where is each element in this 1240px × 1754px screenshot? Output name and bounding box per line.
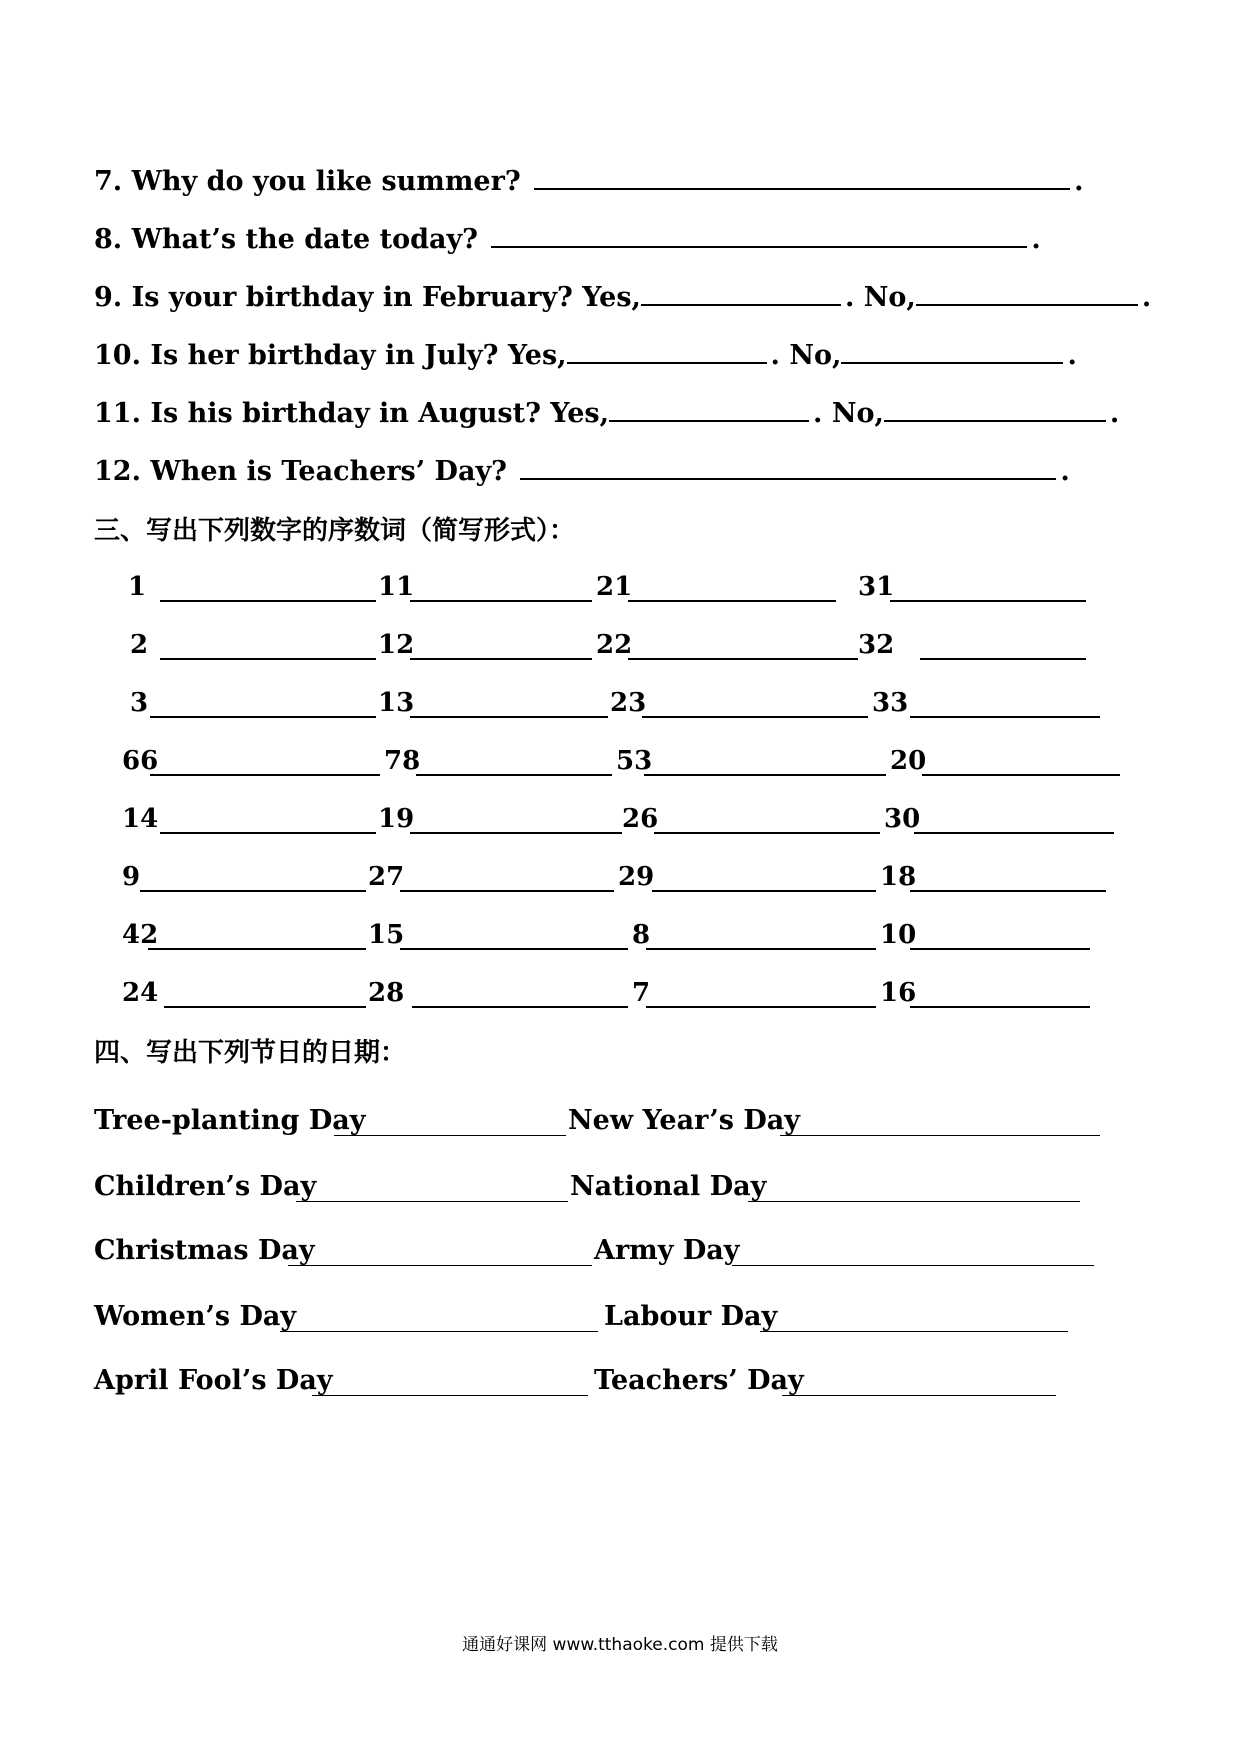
- ordinal-number: 1: [128, 572, 147, 602]
- question-number: 12.: [94, 456, 141, 487]
- ordinal-row: [0, 686, 1240, 726]
- festival-row: [0, 1364, 1240, 1408]
- festival-row: [0, 1234, 1240, 1278]
- question-mid: . No,: [844, 282, 916, 313]
- no-blank[interactable]: [884, 396, 1106, 422]
- ordinal-number: 26: [622, 804, 659, 834]
- question-text: Is her birthday in July? Yes,: [150, 340, 567, 371]
- ordinal-answer-blank[interactable]: [914, 832, 1114, 834]
- festival-name: Women’s Day: [94, 1301, 297, 1332]
- ordinal-number: 33: [872, 688, 909, 718]
- question-8: [94, 222, 1041, 257]
- ordinal-answer-blank[interactable]: [150, 774, 380, 776]
- ordinal-number: 15: [368, 920, 405, 950]
- festival-name: April Fool’s Day: [94, 1365, 333, 1396]
- question-number: 8.: [94, 224, 123, 255]
- question-text: Is his birthday in August? Yes,: [150, 398, 610, 429]
- ordinal-answer-blank[interactable]: [922, 774, 1120, 776]
- question-text: What’s the date today?: [131, 224, 478, 255]
- question-text: Why do you like summer?: [131, 166, 521, 197]
- ordinal-number: 8: [632, 920, 651, 950]
- ordinal-answer-blank[interactable]: [160, 600, 376, 602]
- festival-name: Children’s Day: [94, 1171, 317, 1202]
- ordinal-answer-blank[interactable]: [410, 600, 592, 602]
- ordinal-answer-blank[interactable]: [164, 1006, 366, 1008]
- question-9: [94, 280, 1151, 315]
- no-blank[interactable]: [916, 280, 1138, 306]
- ordinal-number: 30: [884, 804, 921, 834]
- ordinal-answer-blank[interactable]: [920, 658, 1086, 660]
- festival-name: Labour Day: [604, 1301, 778, 1332]
- yes-blank[interactable]: [641, 280, 841, 306]
- ordinal-answer-blank[interactable]: [160, 658, 376, 660]
- question-number: 7.: [94, 166, 123, 197]
- ordinal-answer-blank[interactable]: [628, 600, 836, 602]
- ordinal-number: 11: [378, 572, 415, 602]
- answer-blank[interactable]: [520, 454, 1056, 480]
- ordinal-answer-blank[interactable]: [646, 1006, 876, 1008]
- festival-answer-blank[interactable]: [288, 1265, 592, 1266]
- ordinal-number: 18: [880, 862, 917, 892]
- ordinal-answer-blank[interactable]: [910, 890, 1106, 892]
- festival-name: National Day: [570, 1171, 767, 1202]
- ordinal-row: [0, 860, 1240, 900]
- ordinal-row: [0, 918, 1240, 958]
- ordinal-number: 20: [890, 746, 927, 776]
- ordinal-number: 27: [368, 862, 405, 892]
- ordinal-number: 9: [122, 862, 141, 892]
- question-text: When is Teachers’ Day?: [150, 456, 507, 487]
- ordinal-answer-blank[interactable]: [416, 774, 612, 776]
- ordinal-answer-blank[interactable]: [410, 716, 608, 718]
- festival-row: [0, 1300, 1240, 1344]
- festival-answer-blank[interactable]: [312, 1395, 588, 1396]
- ordinal-number: 22: [596, 630, 633, 660]
- ordinal-answer-blank[interactable]: [910, 716, 1100, 718]
- festival-name: New Year’s Day: [568, 1105, 800, 1136]
- ordinal-number: 24: [122, 978, 159, 1008]
- ordinal-answer-blank[interactable]: [410, 832, 622, 834]
- ordinal-answer-blank[interactable]: [412, 1006, 628, 1008]
- question-mid: . No,: [770, 340, 842, 371]
- section-3-heading: 三、写出下列数字的序数词（简写形式）：: [94, 516, 576, 546]
- question-end: .: [1109, 398, 1120, 429]
- ordinal-answer-blank[interactable]: [644, 774, 886, 776]
- question-end: .: [1141, 282, 1152, 313]
- question-number: 9.: [94, 282, 123, 313]
- question-end: .: [1060, 456, 1070, 487]
- question-end: .: [1074, 166, 1084, 197]
- festival-name: Tree-planting Day: [94, 1105, 366, 1136]
- question-11: [94, 396, 1119, 431]
- ordinal-number: 13: [378, 688, 415, 718]
- question-mid: . No,: [813, 398, 884, 429]
- festival-answer-blank[interactable]: [760, 1331, 1068, 1332]
- festival-answer-blank[interactable]: [780, 1135, 1100, 1136]
- festival-name: Christmas Day: [94, 1235, 315, 1266]
- ordinal-answer-blank[interactable]: [890, 600, 1086, 602]
- festival-answer-blank[interactable]: [782, 1395, 1056, 1396]
- yes-blank[interactable]: [609, 396, 809, 422]
- festival-answer-blank[interactable]: [748, 1201, 1080, 1202]
- ordinal-answer-blank[interactable]: [910, 1006, 1090, 1008]
- ordinal-row: [0, 744, 1240, 784]
- ordinal-number: 10: [880, 920, 917, 950]
- festival-answer-blank[interactable]: [334, 1135, 566, 1136]
- ordinal-number: 23: [610, 688, 647, 718]
- yes-blank[interactable]: [567, 338, 767, 364]
- ordinal-answer-blank[interactable]: [400, 890, 614, 892]
- ordinal-answer-blank[interactable]: [646, 948, 876, 950]
- question-end: .: [1031, 224, 1041, 255]
- ordinal-number: 12: [378, 630, 415, 660]
- festival-answer-blank[interactable]: [296, 1201, 568, 1202]
- ordinal-answer-blank[interactable]: [642, 716, 868, 718]
- ordinal-number: 7: [632, 978, 651, 1008]
- festival-name: Army Day: [594, 1235, 740, 1266]
- ordinal-number: 28: [368, 978, 405, 1008]
- ordinal-number: 42: [122, 920, 159, 950]
- festival-name: Teachers’ Day: [594, 1365, 804, 1396]
- festival-answer-blank[interactable]: [280, 1331, 598, 1332]
- ordinal-answer-blank[interactable]: [400, 948, 628, 950]
- no-blank[interactable]: [841, 338, 1063, 364]
- answer-blank[interactable]: [491, 222, 1027, 248]
- ordinal-answer-blank[interactable]: [150, 716, 376, 718]
- ordinal-row: [0, 570, 1240, 610]
- question-12: [94, 454, 1070, 489]
- ordinal-number: 21: [596, 572, 633, 602]
- footer-credit: 通通好课网 www.tthaoke.com 提供下载: [462, 1635, 778, 1655]
- question-end: .: [1067, 340, 1077, 371]
- ordinal-number: 32: [858, 630, 895, 660]
- ordinal-number: 2: [130, 630, 149, 660]
- question-number: 11.: [94, 398, 141, 429]
- ordinal-answer-blank[interactable]: [654, 832, 880, 834]
- ordinal-row: [0, 802, 1240, 842]
- festival-row: [0, 1104, 1240, 1148]
- question-text: Is your birthday in February? Yes,: [131, 282, 641, 313]
- ordinal-answer-blank[interactable]: [160, 832, 376, 834]
- ordinal-answer-blank[interactable]: [148, 948, 366, 950]
- ordinal-number: 19: [378, 804, 415, 834]
- ordinal-answer-blank[interactable]: [410, 658, 592, 660]
- ordinal-number: 14: [122, 804, 159, 834]
- ordinal-number: 53: [616, 746, 653, 776]
- ordinal-row: [0, 628, 1240, 668]
- ordinal-number: 66: [122, 746, 159, 776]
- ordinal-number: 16: [880, 978, 917, 1008]
- ordinal-number: 3: [130, 688, 149, 718]
- question-10: [94, 338, 1077, 373]
- question-number: 10.: [94, 340, 141, 371]
- answer-blank[interactable]: [534, 164, 1070, 190]
- festival-row: [0, 1170, 1240, 1214]
- festival-answer-blank[interactable]: [732, 1265, 1094, 1266]
- ordinal-number: 29: [618, 862, 655, 892]
- ordinal-answer-blank[interactable]: [628, 658, 858, 660]
- section-4-heading: 四、写出下列节日的日期：: [94, 1038, 407, 1068]
- ordinal-row: [0, 976, 1240, 1016]
- question-7: [94, 164, 1083, 199]
- ordinal-answer-blank[interactable]: [910, 948, 1090, 950]
- ordinal-answer-blank[interactable]: [140, 890, 366, 892]
- ordinal-number: 31: [858, 572, 895, 602]
- ordinal-number: 78: [384, 746, 421, 776]
- ordinal-answer-blank[interactable]: [652, 890, 876, 892]
